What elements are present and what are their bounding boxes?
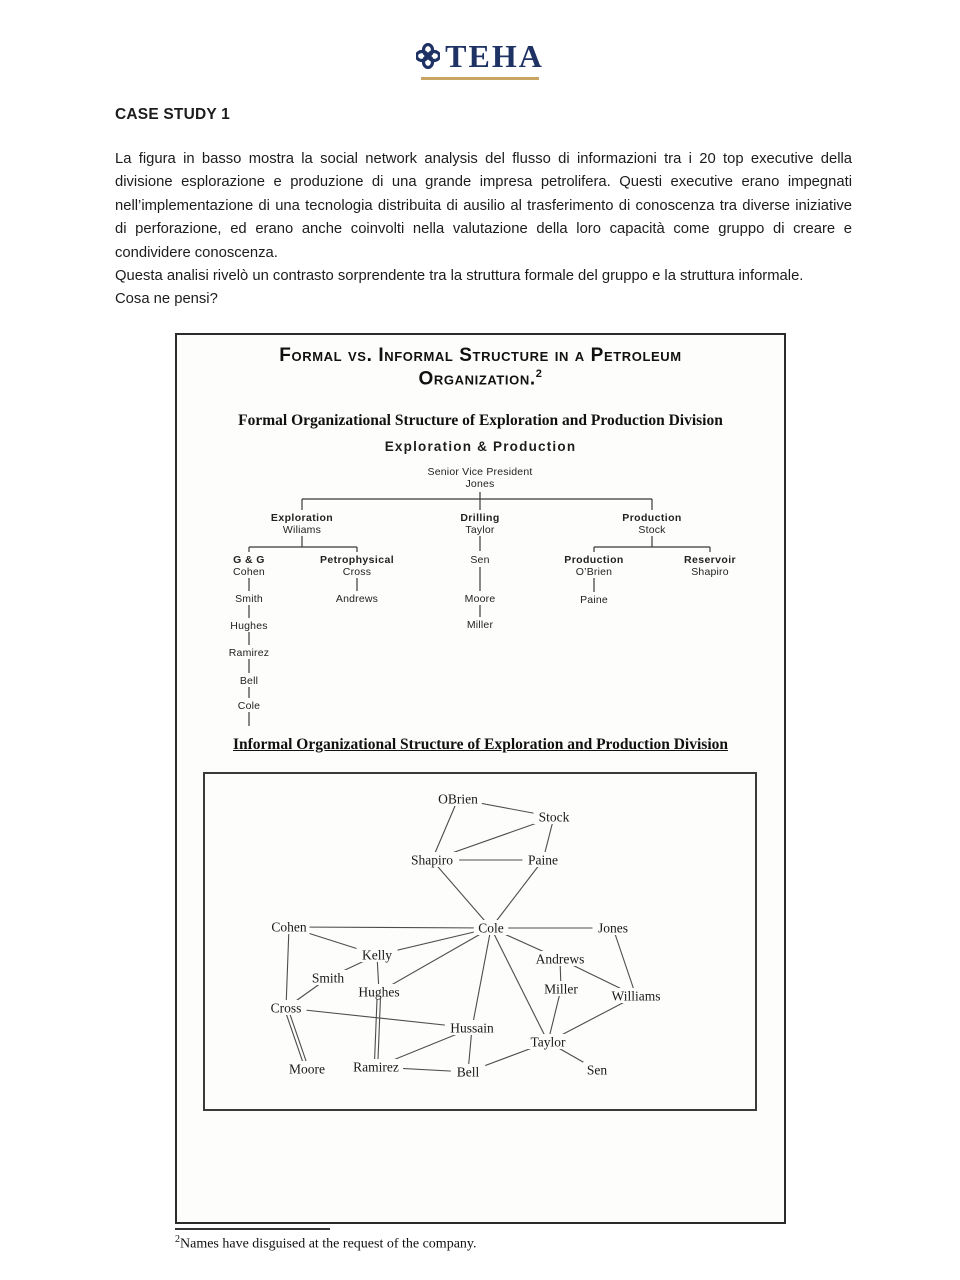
network-node-hussain [445,1020,499,1036]
network-node-label: Moore [289,1061,325,1077]
network-node-label: Williams [611,988,661,1004]
footnote-text: $^2$Names have disguised at the request of the company. [175,1233,477,1252]
network-node-paine [523,852,564,868]
network-edge [613,928,636,996]
org-node-name: Wiliams [282,524,322,536]
org-node-name: Cole [237,700,261,712]
network-node-label: Sen [586,1062,608,1078]
figure-footnote [175,1228,695,1252]
network-node-label: Cole [478,920,504,936]
network-node-stock [534,809,575,825]
network-node-label: Kelly [362,947,392,963]
org-node-production [622,512,681,536]
network-node-label: Miller [544,981,578,997]
network-node-label: Cross [270,1000,302,1016]
network-node-smith [308,970,349,986]
org-node-ramirez [229,647,270,659]
org-node-title: Production [564,554,624,566]
network-node-label: Stock [538,809,570,825]
figure-title-line2: Organization. [418,368,536,390]
figure-title-superscript: 2 [535,368,543,380]
org-node-name: Taylor [465,524,495,536]
network-edge [378,992,381,1067]
network-node-cross [266,1000,307,1016]
org-node-title: Drilling [460,512,500,524]
network-node-taylor [524,1034,572,1050]
org-node-name: Cohen [233,566,265,578]
org-node-reservoir [684,554,736,578]
figure-formal-vs-informal [175,333,786,1224]
network-node-hughes [355,984,403,1000]
org-node-title: G & G [233,554,265,566]
network-edge [289,927,491,928]
network-node-sen [583,1062,611,1078]
network-node-miller [537,981,585,997]
network-node-andrews [533,951,587,967]
org-node-moore [465,593,496,605]
network-node-label: OBrien [438,791,478,807]
network-node-label: Jones [598,920,628,936]
org-node-andrews [336,593,378,605]
formal-structure-heading: Formal Organizational Structure of Exploration and Production Division [238,412,723,429]
network-node-label: Cohen [271,919,307,935]
logo-knot-icon [416,43,440,69]
network-node-cole [474,920,508,936]
network-node-jones [593,920,634,936]
network-node-label: Smith [311,970,345,986]
org-node-name: Shapiro [691,566,729,578]
org-node-name: Bell [239,675,259,687]
org-node-name: Stock [638,524,666,536]
network-node-label: Ramirez [353,1059,399,1075]
network-node-label: Bell [456,1064,480,1080]
org-node-smith [235,593,263,605]
network-node-moore [287,1061,328,1077]
network-edge [374,992,377,1067]
org-node-paine [580,594,608,606]
org-node-name: Ramirez [228,647,270,659]
network-edge [472,928,491,1028]
network-node-cohen [269,919,310,935]
footnote-superscript: 2 [175,1233,180,1245]
org-node-title: Reservoir [683,554,737,566]
intro-paragraph: La figura in basso mostra la social network analysis del flusso di informazioni tra i 20 top executive della divisione esplorazione e produzione di una grande impresa petrolifera. Questi executive erano impegnati nell’implementazione di una tecnologia distribuita di ausilio al trasferimento di conoscenza tra diverse iniziative di perforazione, ed erano anche coinvolti nella valutazione della loro capacità come gruppo di creare e condividere conoscenza. [115,151,852,261]
network-node-shapiro [405,852,459,868]
exploration-production-subheading: Exploration & Production [384,439,577,454]
org-node-title: Senior Vice President [427,466,533,478]
network-node-label: Andrews [535,951,585,967]
org-node-title: Production [622,512,682,524]
org-node-drilling [460,512,499,536]
org-node-name: Smith [235,593,263,605]
network-node-label: Taylor [530,1034,566,1050]
org-node-name: Paine [580,594,608,606]
network-node-label: Hussain [450,1020,494,1036]
org-node-name: Miller [466,619,494,631]
org-node-name: Jones [465,478,495,490]
network-edge [284,1009,305,1070]
org-node-bell [240,675,258,687]
org-node-production-obrien [564,554,623,578]
org-node-g-and-g [233,554,265,578]
network-node-bell [451,1064,485,1080]
question-paragraph: Cosa ne pensi? [115,291,218,308]
logo-text: TEHA [445,38,544,74]
logo-underline [421,77,539,80]
network-node-label: Paine [528,852,558,868]
network-edge [288,1007,309,1068]
network-node-label: Shapiro [411,852,453,868]
network-svg [205,774,755,1109]
case-study-content [115,106,852,312]
org-node-name: Moore [464,593,496,605]
org-node-name: Hughes [230,620,268,632]
network-edge [286,927,289,1008]
org-node-hughes [230,620,267,632]
informal-network-diagram [203,772,757,1111]
org-node-svp [428,466,533,490]
org-node-cole [238,700,260,712]
network-node-kelly [357,947,398,963]
org-node-exploration [271,512,333,536]
network-edge [432,860,491,928]
network-node-obrien [434,791,482,807]
org-node-name: Cross [342,566,372,578]
org-node-petrophysical [320,554,394,578]
org-node-title: Exploration [270,512,334,524]
case-study-heading: CASE STUDY 1 [115,106,230,123]
network-node-ramirez [349,1059,403,1075]
informal-structure-heading: Informal Organizational Structure of Exploration and Production Division [232,736,729,753]
org-node-name: Sen [470,554,490,566]
org-node-name: Andrews [335,593,379,605]
org-node-sen [470,554,489,566]
network-edge [491,860,543,928]
footnote-rule [175,1228,330,1230]
org-node-name: O’Brien [575,566,613,578]
company-logo [0,40,960,80]
network-node-williams [606,988,667,1004]
network-node-label: Hughes [358,984,400,1000]
org-node-title: Petrophysical [319,554,395,566]
org-node-miller [467,619,493,631]
figure-title-line1: Formal vs. Informal Structure in a Petroleum [279,345,682,366]
network-edge [432,799,458,860]
analysis-paragraph: Questa analisi rivelò un contrasto sorprendente tra la struttura formale del gruppo e la struttura informale. [115,268,804,285]
